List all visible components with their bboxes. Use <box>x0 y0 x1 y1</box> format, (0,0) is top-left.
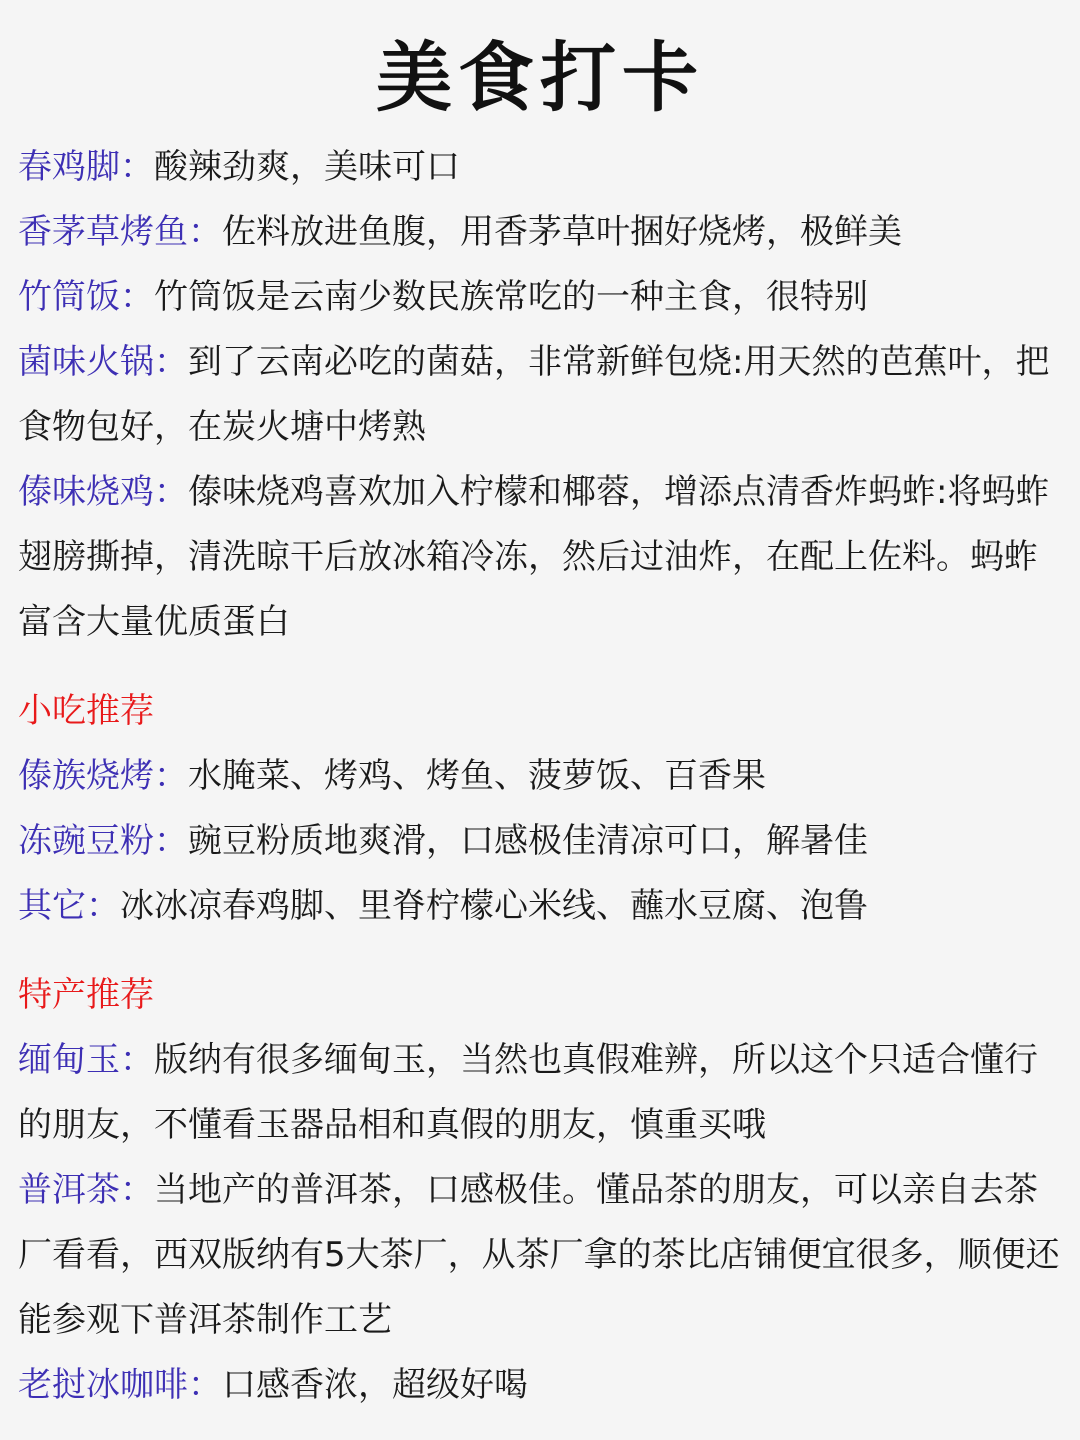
entry-label: 缅甸玉： <box>18 1040 154 1080</box>
specialty-entry <box>18 1353 1068 1418</box>
entry-text: 口感香浓，超级好喝 <box>222 1365 528 1405</box>
entry-label: 傣族烧烤： <box>18 756 188 796</box>
snack-entry <box>18 874 1068 939</box>
food-entry <box>18 460 1068 655</box>
food-entry <box>18 330 1068 460</box>
entry-label: 老挝冰咖啡： <box>18 1365 222 1405</box>
entry-text: 酸辣劲爽，美味可口 <box>154 147 460 187</box>
entry-label: 竹筒饭： <box>18 277 154 317</box>
entry-label: 菌味火锅： <box>18 342 188 382</box>
entry-label: 其它： <box>18 886 120 926</box>
entry-text: 水腌菜、烤鸡、烤鱼、菠萝饭、百香果 <box>188 756 766 796</box>
entry-label: 春鸡脚： <box>18 147 154 187</box>
snack-entry <box>18 809 1068 874</box>
food-entry <box>18 200 1068 265</box>
section-gap <box>18 939 1068 963</box>
snack-entry <box>18 744 1068 809</box>
entry-text: 到了云南必吃的菌菇，非常新鲜包烧:用天然的芭蕉叶，把食物包好，在炭火塘中烤熟 <box>18 342 1050 447</box>
specialty-entry <box>18 1158 1068 1353</box>
entry-text: 豌豆粉质地爽滑，口感极佳清凉可口，解暑佳 <box>188 821 868 861</box>
entry-text: 傣味烧鸡喜欢加入柠檬和椰蓉，增添点清香炸蚂蚱:将蚂蚱翅膀撕掉，清洗晾干后放冰箱冷冻，然后过油炸，在配上佐料。蚂蚱富含大量优质蛋白 <box>18 472 1050 642</box>
entry-text: 当地产的普洱茶，口感极佳。懂品茶的朋友，可以亲自去茶厂看看，西双版纳有5大茶厂，从茶厂拿的茶比店铺便宜很多，顺便还能参观下普洱茶制作工艺 <box>18 1170 1060 1340</box>
entry-label: 傣味烧鸡： <box>18 472 188 512</box>
entry-text: 版纳有很多缅甸玉，当然也真假难辨，所以这个只适合懂行的朋友，不懂看玉器品相和真假的朋友，慎重买哦 <box>18 1040 1038 1145</box>
section-heading-specialty: 特产推荐 <box>18 975 154 1015</box>
food-entry <box>18 265 1068 330</box>
food-entry <box>18 135 1068 200</box>
entry-text: 佐料放进鱼腹，用香茅草叶捆好烧烤，极鲜美 <box>222 212 902 252</box>
entry-label: 香茅草烤鱼： <box>18 212 222 252</box>
entry-label: 冻豌豆粉： <box>18 821 188 861</box>
page-title: 美食打卡 <box>376 33 704 122</box>
specialty-entry <box>18 1028 1068 1158</box>
section-heading-snacks: 小吃推荐 <box>18 691 154 731</box>
section-gap <box>18 655 1068 679</box>
entry-text: 竹筒饭是云南少数民族常吃的一种主食，很特别 <box>154 277 868 317</box>
entry-text: 冰冰凉春鸡脚、里脊柠檬心米线、蘸水豆腐、泡鲁 <box>120 886 868 926</box>
content <box>18 135 1068 1418</box>
entry-label: 普洱茶： <box>18 1170 154 1210</box>
